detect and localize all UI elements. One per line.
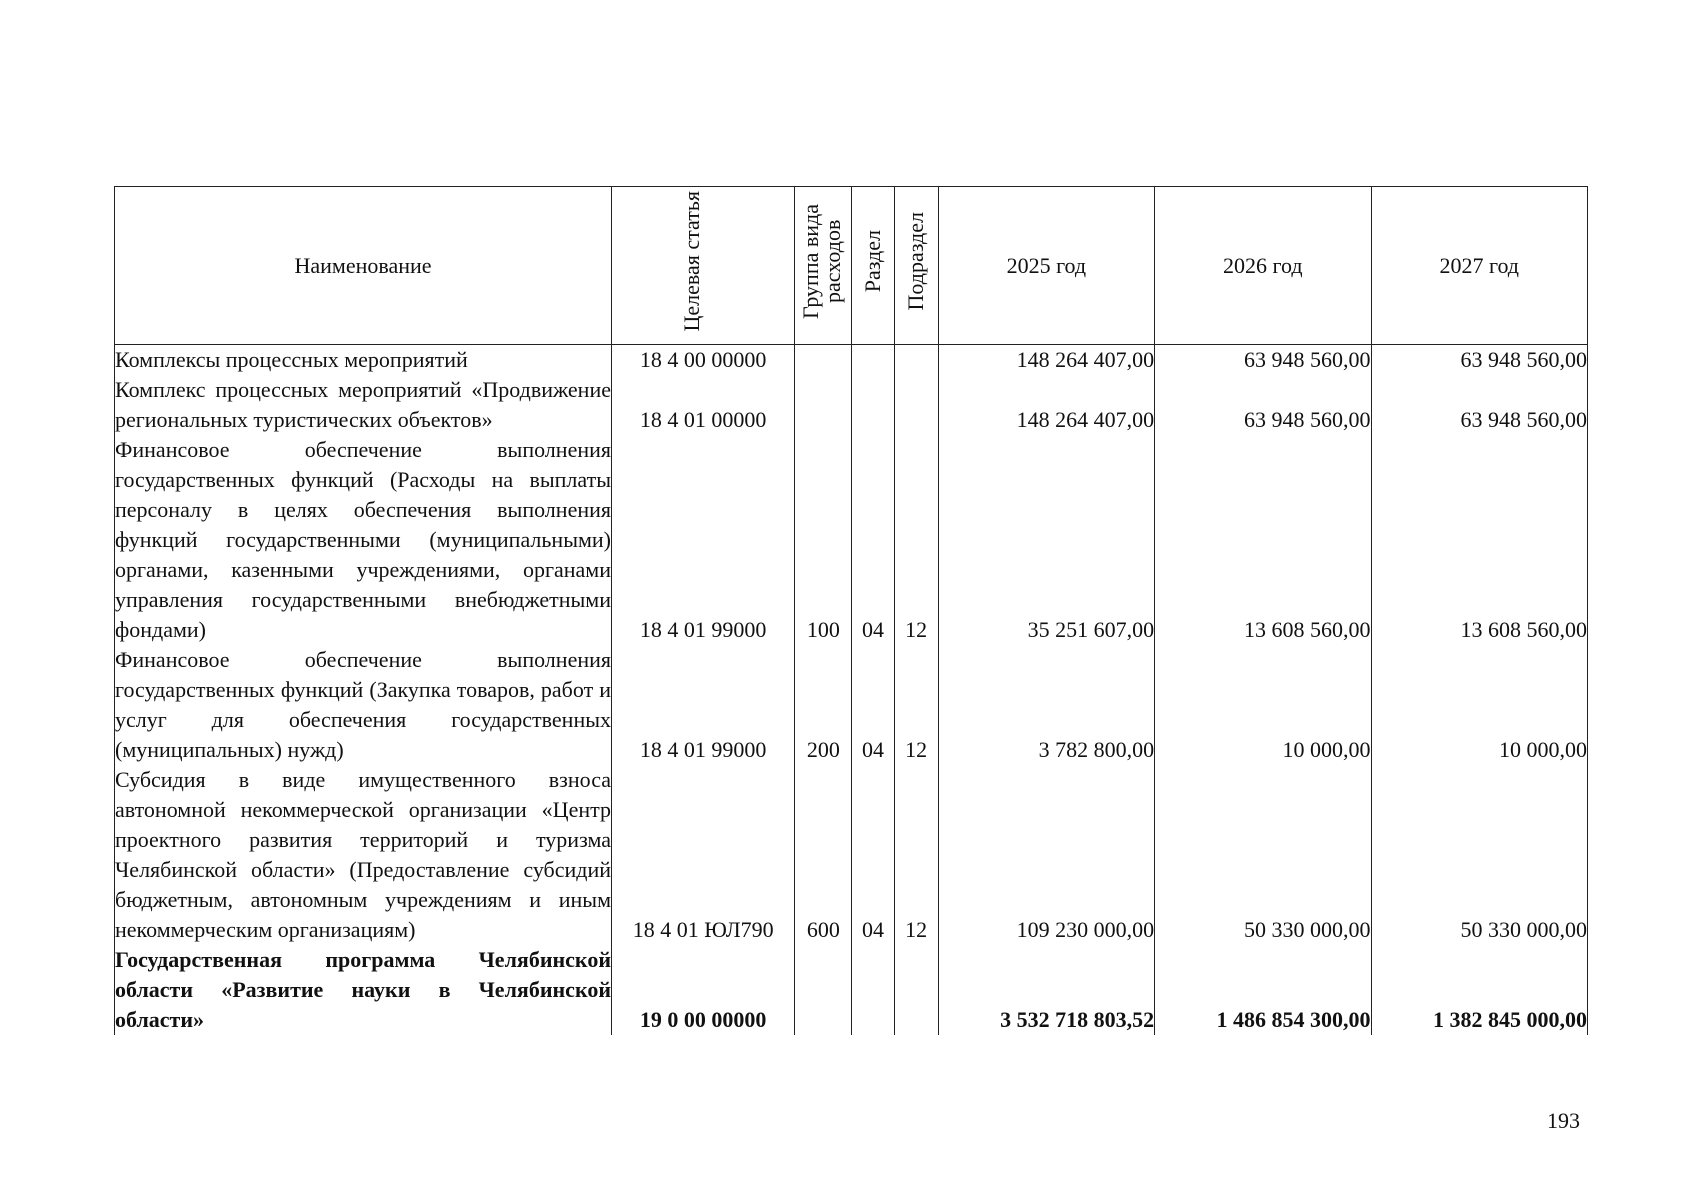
row-amount-2027: 63 948 560,00 bbox=[1371, 375, 1588, 435]
row-subsection: 12 bbox=[894, 765, 938, 945]
row-amount-2027: 13 608 560,00 bbox=[1371, 435, 1588, 645]
row-expense-group: 600 bbox=[795, 765, 852, 945]
row-target-article: 18 4 01 99000 bbox=[612, 645, 795, 765]
row-target-article: 18 4 00 00000 bbox=[612, 345, 795, 376]
row-section bbox=[852, 345, 894, 376]
budget-table bbox=[114, 186, 1588, 1035]
row-expense-group: 100 bbox=[795, 435, 852, 645]
table-row bbox=[115, 645, 1588, 765]
row-name: Финансовое обеспечение выполнения государственных функций (Расходы на выплаты персоналу в целях обеспечения выполнения функций государственными (муниципальными) органами, казенными учреждениями, органами управления государственными внебюджетными фондами) bbox=[115, 435, 612, 645]
header-target-article: Целевая статья bbox=[612, 187, 795, 345]
row-amount-2025: 109 230 000,00 bbox=[938, 765, 1154, 945]
header-2025: 2025 год bbox=[938, 187, 1154, 345]
row-amount-2026: 10 000,00 bbox=[1155, 645, 1371, 765]
header-2026: 2026 год bbox=[1155, 187, 1371, 345]
row-amount-2025: 3 532 718 803,52 bbox=[938, 945, 1154, 1035]
row-amount-2025: 148 264 407,00 bbox=[938, 375, 1154, 435]
row-name: Комплексы процессных мероприятий bbox=[115, 345, 612, 376]
row-amount-2027: 1 382 845 000,00 bbox=[1371, 945, 1588, 1035]
row-amount-2025: 3 782 800,00 bbox=[938, 645, 1154, 765]
row-section bbox=[852, 375, 894, 435]
row-section: 04 bbox=[852, 765, 894, 945]
row-amount-2027: 63 948 560,00 bbox=[1371, 345, 1588, 376]
table-row bbox=[115, 375, 1588, 435]
row-expense-group bbox=[795, 375, 852, 435]
row-name: Комплекс процессных мероприятий «Продвижение региональных туристических объектов» bbox=[115, 375, 612, 435]
table-row bbox=[115, 765, 1588, 945]
row-amount-2026: 13 608 560,00 bbox=[1155, 435, 1371, 645]
row-section bbox=[852, 945, 894, 1035]
row-expense-group bbox=[795, 945, 852, 1035]
table-row bbox=[115, 945, 1588, 1035]
row-subsection bbox=[894, 375, 938, 435]
row-subsection bbox=[894, 945, 938, 1035]
header-expense-group: Группа вида расходов bbox=[795, 187, 852, 345]
row-subsection bbox=[894, 345, 938, 376]
row-amount-2025: 35 251 607,00 bbox=[938, 435, 1154, 645]
row-amount-2026: 50 330 000,00 bbox=[1155, 765, 1371, 945]
row-amount-2026: 63 948 560,00 bbox=[1155, 345, 1371, 376]
row-amount-2027: 10 000,00 bbox=[1371, 645, 1588, 765]
row-subsection: 12 bbox=[894, 435, 938, 645]
row-target-article: 19 0 00 00000 bbox=[612, 945, 795, 1035]
header-subsection: Подраздел bbox=[894, 187, 938, 345]
header-section: Раздел bbox=[852, 187, 894, 345]
table-row bbox=[115, 345, 1588, 376]
row-amount-2027: 50 330 000,00 bbox=[1371, 765, 1588, 945]
table-header-row bbox=[115, 187, 1588, 345]
row-amount-2026: 1 486 854 300,00 bbox=[1155, 945, 1371, 1035]
header-name: Наименование bbox=[115, 187, 612, 345]
row-target-article: 18 4 01 00000 bbox=[612, 375, 795, 435]
row-expense-group bbox=[795, 345, 852, 376]
row-amount-2026: 63 948 560,00 bbox=[1155, 375, 1371, 435]
row-name: Субсидия в виде имущественного взноса автономной некоммерческой организации «Центр проектного развития территорий и туризма Челябинской области» (Предоставление субсидий бюджетным, автономным учреждениям и иным некоммерческим организациям) bbox=[115, 765, 612, 945]
page-number: 193 bbox=[1547, 1108, 1580, 1133]
header-2027: 2027 год bbox=[1371, 187, 1588, 345]
row-name: Государственная программа Челябинской области «Развитие науки в Челябинской области» bbox=[115, 945, 612, 1035]
row-section: 04 bbox=[852, 645, 894, 765]
row-section: 04 bbox=[852, 435, 894, 645]
row-amount-2025: 148 264 407,00 bbox=[938, 345, 1154, 376]
row-subsection: 12 bbox=[894, 645, 938, 765]
table-row bbox=[115, 435, 1588, 645]
row-target-article: 18 4 01 99000 bbox=[612, 435, 795, 645]
row-target-article: 18 4 01 ЮЛ790 bbox=[612, 765, 795, 945]
row-expense-group: 200 bbox=[795, 645, 852, 765]
row-name: Финансовое обеспечение выполнения государственных функций (Закупка товаров, работ и услуг для обеспечения государственных (муниципальных) нужд) bbox=[115, 645, 612, 765]
